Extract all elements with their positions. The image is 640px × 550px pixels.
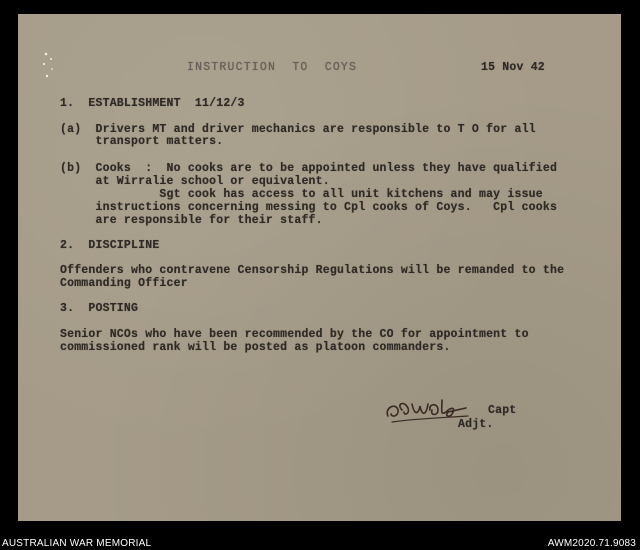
section-1b-line-1: (b) Cooks : No cooks are to be appointed unless they have qualified [60,162,558,175]
section-3-heading: 3. POSTING [60,302,139,315]
section-1b-line-4: instructions concerning messing to Cpl cooks of Coys. Cpl cooks [60,201,558,214]
section-2-line-2: Commanding Officer [60,277,188,290]
signature-rank: Capt [488,404,517,417]
footer-accession-number: AWM2020.71.9083 [547,538,636,549]
document-title: INSTRUCTION TO COYS [187,61,358,74]
ink-smudge [40,50,58,82]
section-3-line-1: Senior NCOs who have been recommended by the CO for appointment to [60,328,529,341]
section-3-line-2: commissioned rank will be posted as platoon commanders. [60,341,451,354]
document-page [18,14,621,521]
section-2-heading: 2. DISCIPLINE [60,239,160,252]
section-1b-line-2: at Wirralie school or equivalent. [60,175,330,188]
section-1a-line-2: transport matters. [60,135,224,148]
footer-institution: AUSTRALIAN WAR MEMORIAL [2,538,152,549]
section-1a-line-1: (a) Drivers MT and driver mechanics are responsible to T O for all [60,123,536,136]
section-2-line-1: Offenders who contravene Censorship Regulations will be remanded to the [60,264,565,277]
document-date: 15 Nov 42 [481,61,545,74]
section-1b-line-5: are responsible for their staff. [60,214,323,227]
signature-appointment: Adjt. [458,418,494,431]
section-1b-line-3: Sgt cook has access to all unit kitchens and may issue [60,188,543,201]
section-1-heading: 1. ESTABLISHMENT 11/12/3 [60,97,245,110]
